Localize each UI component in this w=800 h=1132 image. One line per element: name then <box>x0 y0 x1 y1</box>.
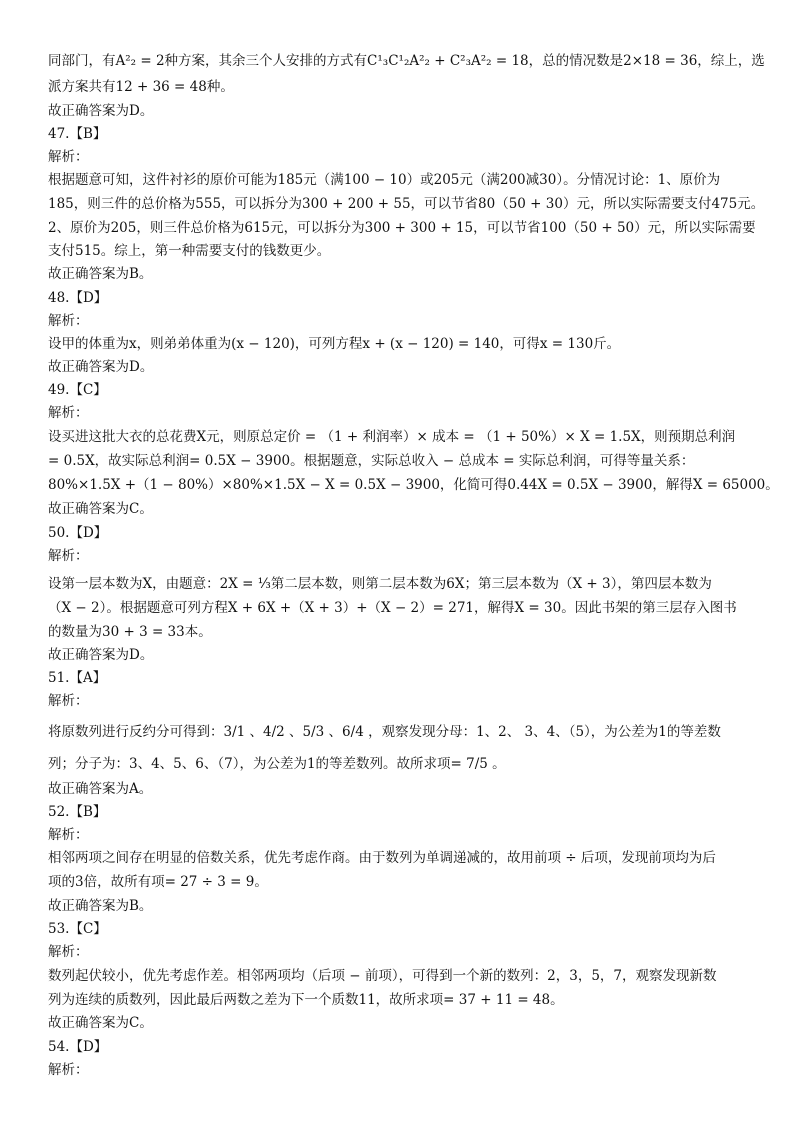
text-line: 的数量为30 + 3 = 33本。 <box>48 624 212 640</box>
analysis-label: 解析： <box>48 548 89 564</box>
answer-line: 故正确答案为D。 <box>48 103 154 119</box>
text-line: 设甲的体重为x，则弟弟体重为(x − 120)，可列方程x + (x − 120) = 140，可得x = 130斤。 <box>48 336 621 352</box>
analysis-label: 解析： <box>48 149 89 165</box>
text-line: 根据题意可知，这件衬衫的原价可能为185元（满100 − 10）或205元（满200减30）。分情况讨论：1、原价为 <box>48 172 721 188</box>
text-line: 列为连续的质数列，因此最后两数之差为下一个质数11，故所求项= 37 + 11 = 48。 <box>48 992 564 1008</box>
question-heading-49: 49.【C】 <box>48 382 107 398</box>
text-line-2: 派方案共有12 + 36 = 48种。 <box>48 79 234 95</box>
text-line: 设第一层本数为X，由题意：2X = ⅓第二层本数，则第二层本数为6X；第三层本数为（X + 3），第四层本数为 <box>48 576 712 592</box>
text-line: （X − 2）。根据题意可列方程X + 6X +（X + 3）+（X − 2）= 271，解得X = 30。因此书架的第三层存入图书 <box>48 600 737 616</box>
text-line: 将原数列进行反约分可得到：3/1 、4/2 、5/3 、6/4 ，观察发现分母：1、2、 3、4、（5），为公差为1的等差数 <box>48 724 721 740</box>
answer-line: 故正确答案为B。 <box>48 266 153 282</box>
text-line: 相邻两项之间存在明显的倍数关系，优先考虑作商。由于数列为单调递减的，故用前项 ÷ 后项，发现前项均为后 <box>48 850 716 866</box>
answer-line: 故正确答案为D。 <box>48 647 154 663</box>
question-heading-52: 52.【B】 <box>48 804 107 820</box>
question-heading-50: 50.【D】 <box>48 525 108 541</box>
analysis-label: 解析： <box>48 313 89 329</box>
question-heading-51: 51.【A】 <box>48 670 107 686</box>
analysis-label: 解析： <box>48 405 89 421</box>
answer-line: 故正确答案为B。 <box>48 898 153 914</box>
question-heading-48: 48.【D】 <box>48 290 108 306</box>
analysis-label: 解析： <box>48 1062 89 1078</box>
text-line: = 0.5X，故实际总利润= 0.5X − 3900。根据题意，实际总收入 − 总成本 = 实际总利润，可得等量关系： <box>48 453 695 469</box>
answer-line: 故正确答案为A。 <box>48 781 153 797</box>
text-line: 2、原价为205，则三件总价格为615元，可以拆分为300 + 300 + 15，可以节省100（50 + 50）元，所以实际需要 <box>48 220 756 236</box>
text-line: 80%×1.5X +（1 − 80%）×80%×1.5X − X = 0.5X − 3900，化简可得0.44X = 0.5X − 3900，解得X = 65000。 <box>48 477 779 493</box>
answer-line: 故正确答案为C。 <box>48 1015 153 1031</box>
analysis-label: 解析： <box>48 693 89 709</box>
analysis-label: 解析： <box>48 944 89 960</box>
answer-line: 故正确答案为D。 <box>48 359 154 375</box>
question-heading-53: 53.【C】 <box>48 921 107 937</box>
text-line: 项的3倍，故所有项= 27 ÷ 3 = 9。 <box>48 874 268 890</box>
text-line: 数列起伏较小，优先考虑作差。相邻两项均（后项 − 前项），可得到一个新的数列：2，3，5，7，观察发现新数 <box>48 968 717 984</box>
answer-line: 故正确答案为C。 <box>48 501 153 517</box>
text-line: 支付515。综上，第一种需要支付的钱数更少。 <box>48 243 331 259</box>
question-heading-54: 54.【D】 <box>48 1039 108 1055</box>
analysis-label: 解析： <box>48 827 89 843</box>
question-heading-47: 47.【B】 <box>48 126 107 142</box>
text-line: 列；分子为：3、4、5、6、（7），为公差为1的等差数列。故所求项= 7/5 。 <box>48 756 506 772</box>
text-line: 185，则三件的总价格为555，可以拆分为300 + 200 + 55，可以节省80（50 + 30）元，所以实际需要支付475元。 <box>48 196 765 212</box>
text-line-1: 同部门，有A²₂ = 2种方案，其余三个人安排的方式有C¹₃C¹₂A²₂ + C²₃A²₂ = 18，总的情况数是2×18 = 36，综上，选 <box>48 53 765 69</box>
text-line: 设买进这批大衣的总花费X元，则原总定价 = （1 + 利润率）× 成本 = （1 + 50%）× X = 1.5X，则预期总利润 <box>48 429 736 445</box>
